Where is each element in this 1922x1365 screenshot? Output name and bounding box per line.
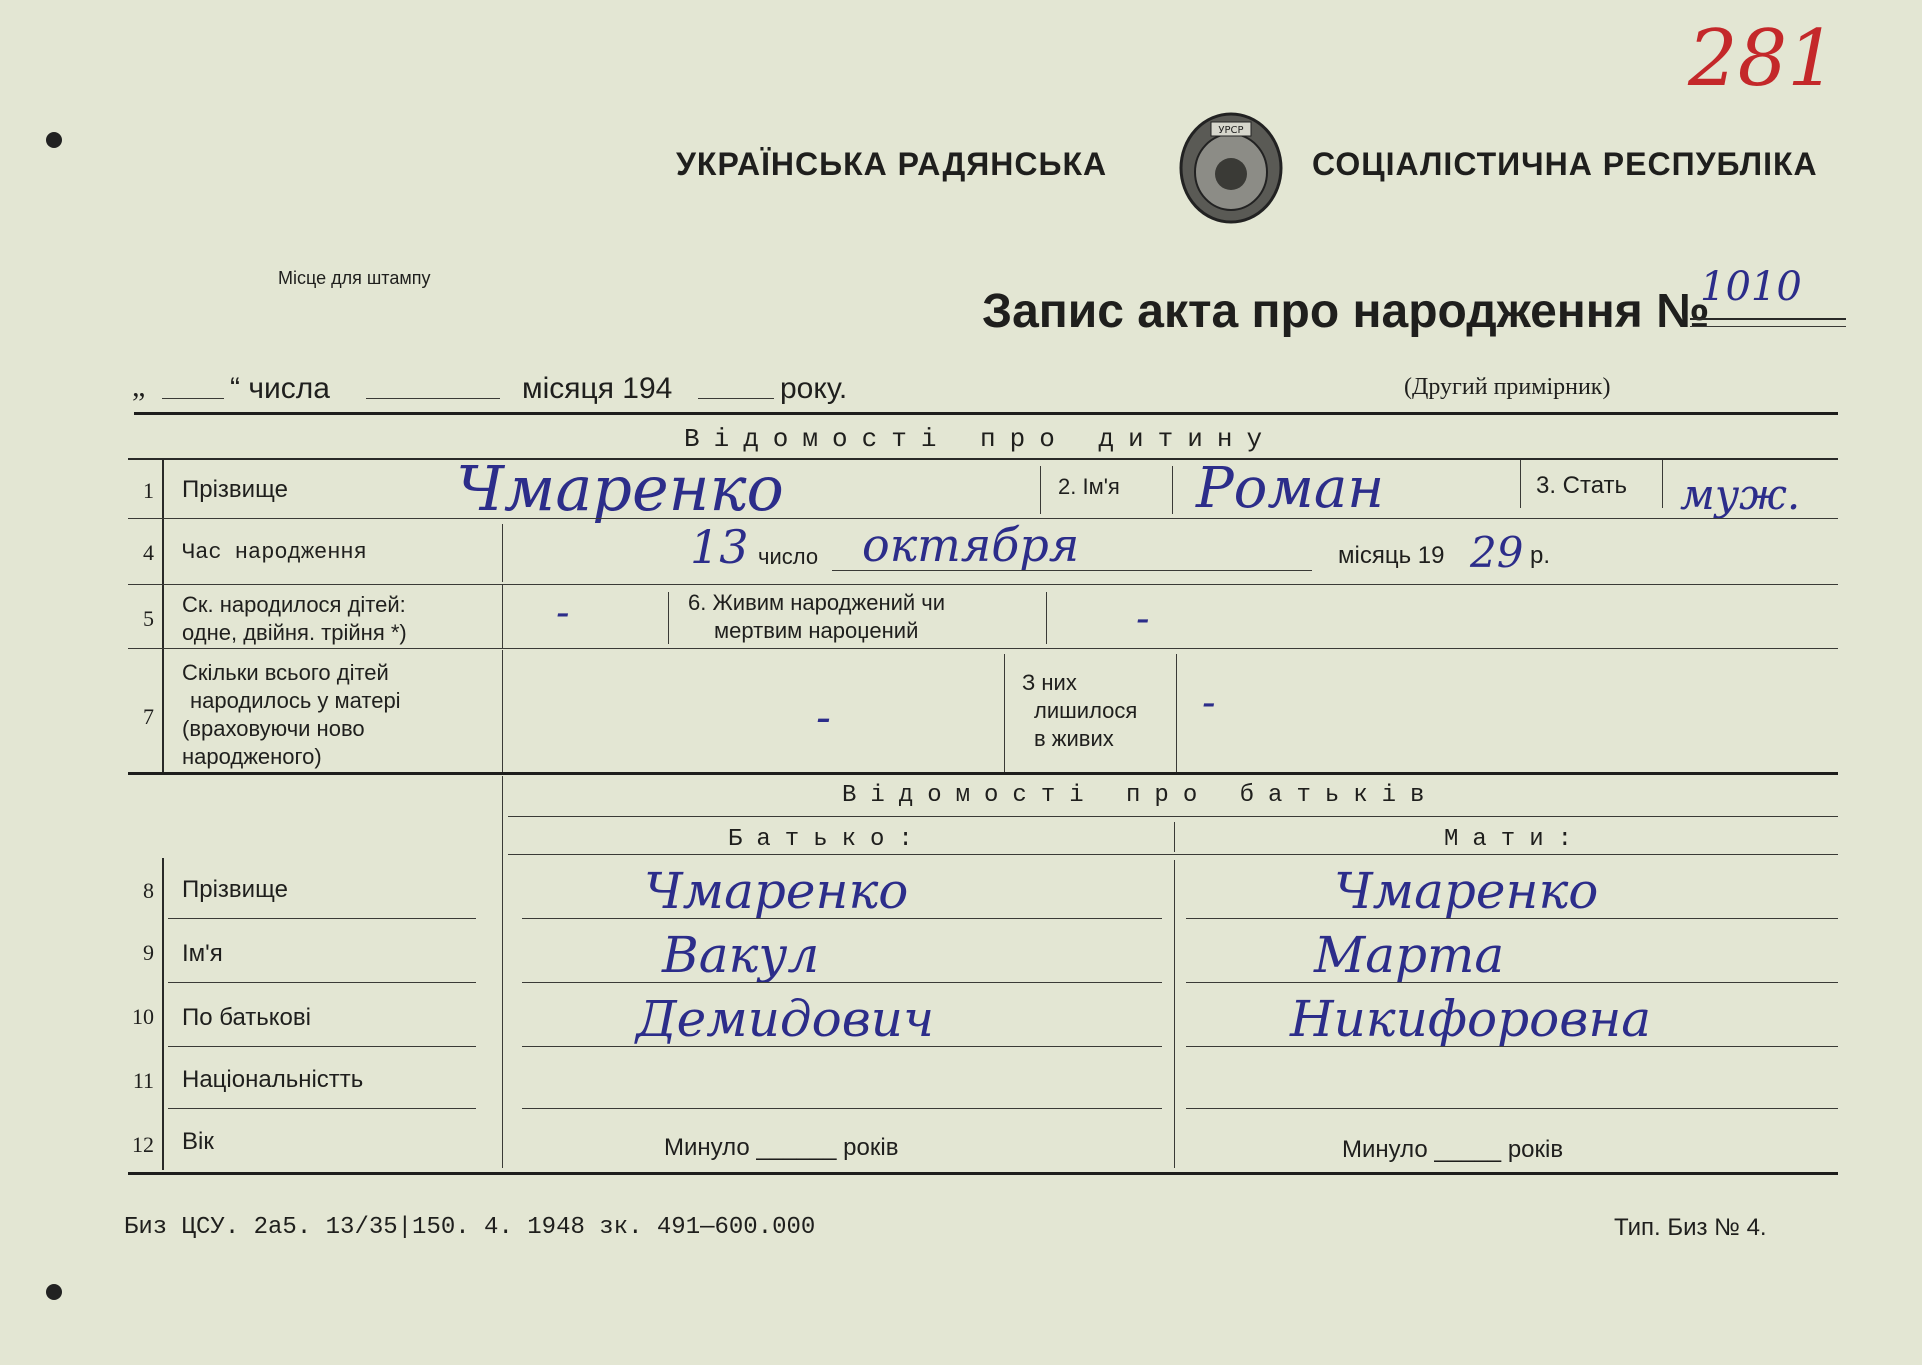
father-name-label: Ім'я: [182, 940, 223, 967]
father-surname-label: Прізвище: [182, 876, 288, 903]
punch-hole: [46, 1284, 62, 1300]
row-number: 10: [132, 1004, 154, 1029]
mother-surname-value: Чмаренко: [1334, 862, 1599, 920]
living-label-2: лишилося: [1034, 698, 1138, 723]
record-number: 1010: [1700, 264, 1802, 310]
alive-value: -: [1136, 596, 1150, 642]
father-heading: Батько:: [728, 826, 927, 853]
date-quote-open: „: [132, 370, 146, 403]
living-value: -: [1202, 680, 1216, 726]
date-year-label: року.: [780, 372, 848, 405]
father-name-value: Вакул: [662, 926, 820, 984]
row-number: 11: [132, 1068, 154, 1093]
mother-heading: Мати:: [1444, 826, 1587, 853]
row-number: 7: [143, 704, 154, 729]
count-label-2: одне, двійня. трійня *): [182, 620, 407, 645]
birth-day-value: 13: [690, 520, 749, 574]
child-surname-value: Чмаренко: [456, 452, 784, 525]
father-age-value: Минуло ______ років: [664, 1134, 899, 1161]
total-label-3: (враховуючи ново: [182, 716, 365, 741]
birth-day-label: число: [758, 544, 819, 569]
child-name-label: 2. Ім'я: [1058, 474, 1120, 499]
punch-hole: [46, 132, 62, 148]
alive-label-1: 6. Живим народжений чи: [688, 590, 946, 615]
age-label: Вік: [182, 1128, 214, 1155]
total-label-1: Скільки всього дітей: [182, 660, 389, 685]
footer-left: Биз ЦСУ. 2а5. 13/35|150. 4. 1948 зк. 491—600.000: [124, 1214, 816, 1241]
state-emblem: [1176, 110, 1286, 231]
header-right-title: СОЦІАЛІСТИЧНА РЕСПУБЛІКА: [1312, 146, 1818, 182]
father-patronymic-label: По батькові: [182, 1004, 311, 1031]
header-left-title: УКРАЇНСЬКА РАДЯНСЬКА: [676, 146, 1108, 182]
date-month-label: місяця 194: [522, 372, 673, 405]
count-label-1: Ск. народилося дітей:: [182, 592, 406, 617]
row-number: 12: [132, 1132, 154, 1157]
footer-right: Тип. Биз № 4.: [1614, 1214, 1767, 1241]
row-number: 8: [143, 878, 154, 903]
emblem-text: УРСР: [1218, 125, 1244, 136]
record-title: Запис акта про народження №: [982, 285, 1710, 338]
mother-patronymic-value: Никифоровна: [1290, 990, 1652, 1048]
child-surname-label: Прізвище: [182, 476, 288, 503]
mother-age-value: Минуло _____ років: [1342, 1136, 1564, 1163]
birth-year-suffix: р.: [1530, 542, 1551, 569]
alive-label-2: мертвим нароџений: [714, 618, 919, 643]
child-name-value: Роман: [1196, 456, 1385, 521]
child-sex-label: 3. Стать: [1536, 472, 1628, 499]
row-number: 9: [143, 940, 154, 965]
child-section-heading: Відомості про дитину: [684, 424, 1277, 454]
parents-section-heading: Відомості про батьків: [842, 782, 1439, 809]
row-number: 5: [143, 606, 154, 631]
total-label-4: народженого): [182, 744, 322, 769]
row-number: 4: [143, 540, 154, 565]
birth-month-label: місяць 19: [1338, 542, 1445, 569]
birth-time-label: Час народження: [182, 540, 367, 565]
birth-year-value: 29: [1470, 528, 1524, 577]
count-value: -: [556, 590, 570, 636]
birth-month-value: октября: [862, 518, 1080, 572]
total-label-2: народилось у матері: [190, 688, 401, 713]
mother-name-value: Марта: [1314, 926, 1505, 984]
stamp-place-label: Місце для штампу: [278, 268, 431, 288]
living-label-1: З них: [1022, 670, 1077, 695]
living-label-3: в живих: [1034, 726, 1114, 751]
date-day-label: “ числа: [230, 372, 330, 405]
father-patronymic-value: Демидович: [636, 990, 935, 1048]
row-number: 1: [143, 478, 154, 503]
page-number-mark: 281: [1688, 14, 1837, 104]
copy-note: (Другий примірник): [1404, 374, 1611, 400]
father-surname-value: Чмаренко: [644, 862, 909, 920]
child-sex-value: муж.: [1680, 470, 1801, 519]
nationality-label: Національністть: [182, 1066, 364, 1093]
total-value: -: [816, 692, 831, 743]
